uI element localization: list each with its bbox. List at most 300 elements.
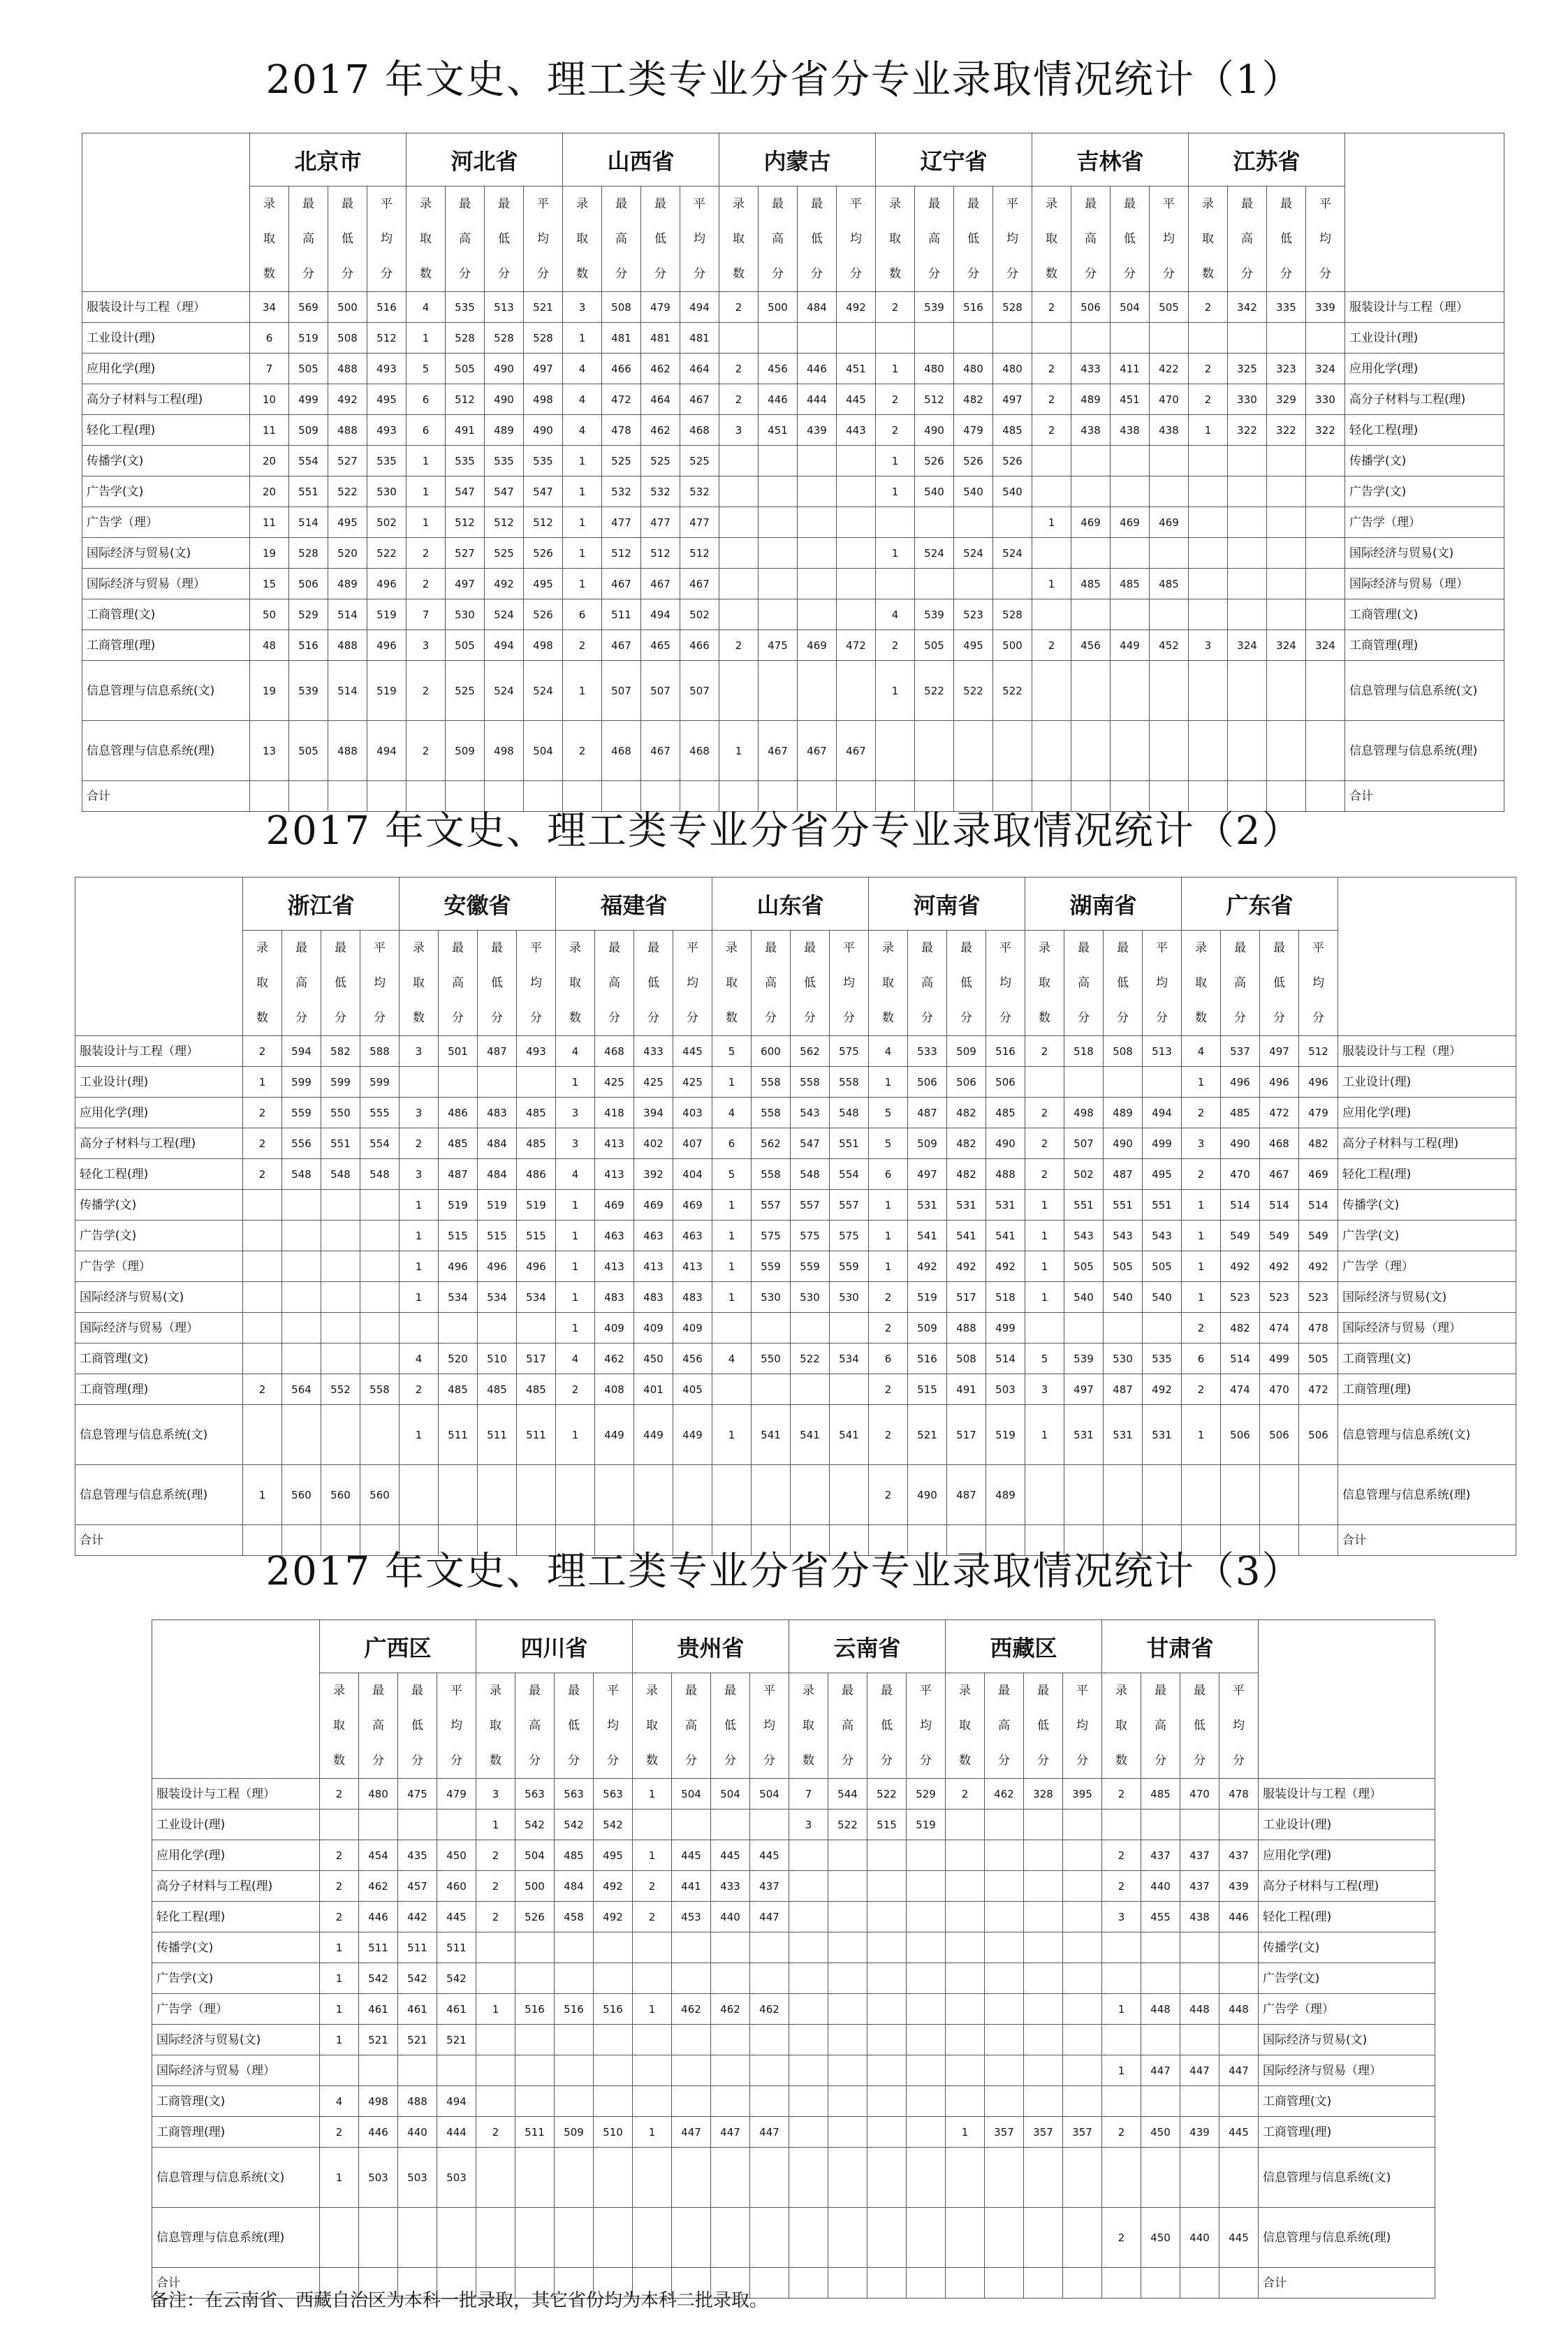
- sub-header: 最高分: [915, 187, 954, 292]
- score-cell: 484: [555, 1871, 594, 1902]
- major-name: 国际经济与贸易(文): [75, 1282, 243, 1313]
- score-cell: [321, 1405, 360, 1465]
- score-cell: 563: [555, 1779, 594, 1810]
- score-cell: [555, 2148, 594, 2208]
- score-cell: [437, 2208, 476, 2268]
- score-cell: 507: [680, 661, 719, 721]
- score-cell: [555, 1963, 594, 1994]
- score-cell: 6: [869, 1344, 908, 1374]
- score-cell: [515, 2086, 555, 2117]
- score-cell: [1102, 2025, 1141, 2055]
- score-cell: 462: [595, 1344, 634, 1374]
- score-cell: [321, 1251, 360, 1282]
- score-cell: [1228, 661, 1267, 721]
- score-cell: [321, 1282, 360, 1313]
- score-cell: [828, 1932, 867, 1963]
- score-cell: 547: [446, 476, 485, 507]
- admission-stats-table: [152, 1619, 1435, 2299]
- score-cell: [750, 1810, 789, 1840]
- sub-header: 平均分: [830, 931, 869, 1036]
- major-name: 工商管理(文): [152, 2086, 320, 2117]
- score-cell: [876, 507, 915, 538]
- score-cell: [1189, 569, 1228, 599]
- score-cell: 482: [947, 1098, 986, 1128]
- header-right-cell: [1345, 133, 1504, 292]
- score-cell: 521: [359, 2025, 398, 2055]
- score-cell: [1150, 538, 1189, 569]
- score-cell: 2: [320, 1840, 359, 1871]
- province-header: 内蒙古: [719, 133, 876, 187]
- score-cell: 558: [791, 1067, 830, 1098]
- province-header: 北京市: [250, 133, 406, 187]
- score-cell: 519: [908, 1282, 947, 1313]
- score-cell: [759, 538, 798, 569]
- score-cell: 497: [1260, 1036, 1299, 1067]
- score-cell: 477: [641, 507, 680, 538]
- score-cell: 458: [555, 1902, 594, 1932]
- major-name: 工业设计(理): [152, 1810, 320, 1840]
- score-cell: 521: [908, 1405, 947, 1465]
- major-name: 信息管理与信息系统(文): [152, 2148, 320, 2208]
- score-cell: [1306, 476, 1345, 507]
- sub-header: 平均分: [750, 1673, 789, 1779]
- score-cell: [867, 1840, 907, 1871]
- score-cell: [1104, 1067, 1143, 1098]
- score-cell: [672, 2148, 711, 2208]
- score-cell: [360, 1190, 400, 1221]
- score-cell: [1267, 599, 1306, 630]
- province-header: 河北省: [406, 133, 563, 187]
- score-cell: [282, 1313, 321, 1344]
- score-cell: 562: [791, 1036, 830, 1067]
- score-cell: 548: [321, 1159, 360, 1190]
- score-cell: 409: [634, 1313, 673, 1344]
- score-cell: [719, 569, 759, 599]
- score-cell: 445: [672, 1840, 711, 1871]
- score-cell: 1: [563, 446, 602, 476]
- score-cell: 531: [908, 1190, 947, 1221]
- score-cell: 494: [485, 630, 524, 661]
- score-cell: 462: [641, 415, 680, 446]
- score-cell: 1: [633, 1994, 672, 2025]
- score-cell: [830, 1465, 869, 1525]
- score-cell: 462: [750, 1994, 789, 2025]
- score-cell: 542: [359, 1963, 398, 1994]
- score-cell: 485: [517, 1374, 556, 1405]
- score-cell: 1: [400, 1282, 439, 1313]
- score-cell: 1: [406, 446, 446, 476]
- score-cell: 549: [1260, 1221, 1299, 1251]
- major-name-right: 服装设计与工程（理）: [1338, 1036, 1516, 1067]
- total-label: 合计: [82, 781, 250, 812]
- score-cell: 512: [680, 538, 719, 569]
- score-cell: [1228, 599, 1267, 630]
- score-cell: [712, 1465, 752, 1525]
- score-cell: 1: [476, 1810, 515, 1840]
- score-cell: 516: [986, 1036, 1025, 1067]
- score-cell: 509: [289, 415, 328, 446]
- score-cell: 540: [1104, 1282, 1143, 1313]
- score-cell: [1180, 2025, 1219, 2055]
- score-cell: [830, 1313, 869, 1344]
- major-name-right: 工业设计(理): [1259, 1810, 1435, 1840]
- score-cell: [907, 1963, 946, 1994]
- score-cell: [1071, 721, 1111, 781]
- score-cell: 506: [1221, 1405, 1260, 1465]
- score-cell: 569: [289, 292, 328, 323]
- score-cell: 2: [320, 1902, 359, 1932]
- score-cell: 516: [515, 1994, 555, 2025]
- score-cell: 486: [439, 1098, 478, 1128]
- sub-header: 最低分: [321, 931, 360, 1036]
- score-cell: 507: [602, 661, 641, 721]
- score-cell: 588: [360, 1036, 400, 1067]
- score-cell: 462: [711, 1994, 750, 2025]
- sub-header: 最低分: [485, 187, 524, 292]
- score-cell: 2: [243, 1374, 282, 1405]
- score-cell: [1306, 599, 1345, 630]
- sub-header: 最高分: [828, 1673, 867, 1779]
- major-name: 传播学(文): [75, 1190, 243, 1221]
- score-cell: [555, 1932, 594, 1963]
- score-cell: [1024, 1994, 1063, 2025]
- score-cell: 2: [476, 2117, 515, 2148]
- score-cell: 495: [1143, 1159, 1182, 1190]
- major-name: 国际经济与贸易（理）: [152, 2055, 320, 2086]
- score-cell: 542: [515, 1810, 555, 1840]
- score-cell: [798, 446, 837, 476]
- sub-header: 录取数: [556, 931, 595, 1036]
- score-cell: [360, 1313, 400, 1344]
- score-cell: [993, 507, 1032, 538]
- score-cell: 447: [711, 2117, 750, 2148]
- score-cell: [789, 2025, 828, 2055]
- score-cell: [946, 1810, 985, 1840]
- score-cell: [876, 323, 915, 354]
- score-cell: 519: [907, 1810, 946, 1840]
- score-cell: [789, 2208, 828, 2268]
- score-cell: [555, 2208, 594, 2268]
- score-cell: 447: [750, 2117, 789, 2148]
- score-cell: 472: [602, 384, 641, 415]
- score-cell: [1150, 661, 1189, 721]
- score-cell: 6: [250, 323, 289, 354]
- score-cell: 600: [752, 1036, 791, 1067]
- score-cell: [712, 1313, 752, 1344]
- score-cell: 2: [243, 1159, 282, 1190]
- score-cell: [867, 1932, 907, 1963]
- score-cell: 2: [719, 354, 759, 384]
- score-cell: 485: [1141, 1779, 1180, 1810]
- score-cell: 323: [1267, 354, 1306, 384]
- score-cell: [1102, 2148, 1141, 2208]
- score-cell: 2: [406, 569, 446, 599]
- score-cell: 456: [673, 1344, 712, 1374]
- score-cell: 484: [798, 292, 837, 323]
- score-cell: [515, 1963, 555, 1994]
- score-cell: [915, 721, 954, 781]
- score-cell: [1306, 507, 1345, 538]
- score-cell: [1111, 476, 1150, 507]
- score-cell: 543: [1064, 1221, 1104, 1251]
- score-cell: 519: [289, 323, 328, 354]
- score-cell: [719, 507, 759, 538]
- province-header: 四川省: [476, 1620, 633, 1673]
- score-cell: 508: [602, 292, 641, 323]
- score-cell: 462: [672, 1994, 711, 2025]
- score-cell: 551: [289, 476, 328, 507]
- score-cell: 488: [947, 1313, 986, 1344]
- major-name-right: 应用化学(理): [1338, 1098, 1516, 1128]
- major-name: 信息管理与信息系统(理): [82, 721, 250, 781]
- score-cell: 11: [250, 415, 289, 446]
- sub-header-row: [152, 1673, 1435, 1779]
- score-cell: [1024, 2148, 1063, 2208]
- score-cell: [555, 2025, 594, 2055]
- score-cell: 438: [1111, 415, 1150, 446]
- score-cell: 489: [485, 415, 524, 446]
- score-cell: 5: [1025, 1344, 1064, 1374]
- major-name: 轻化工程(理): [152, 1902, 320, 1932]
- score-cell: [1189, 721, 1228, 781]
- score-cell: 512: [485, 507, 524, 538]
- province-header: 广西区: [320, 1620, 476, 1673]
- score-cell: [594, 2148, 633, 2208]
- major-name: 服装设计与工程（理）: [82, 292, 250, 323]
- score-cell: 535: [446, 292, 485, 323]
- score-cell: 1: [1182, 1067, 1221, 1098]
- sub-header: 平均分: [907, 1673, 946, 1779]
- score-cell: 439: [1180, 2117, 1219, 2148]
- major-name-right: 轻化工程(理): [1259, 1902, 1435, 1932]
- score-cell: [750, 1932, 789, 1963]
- score-cell: 1: [563, 476, 602, 507]
- score-cell: 492: [837, 292, 876, 323]
- sub-header: 最高分: [359, 1673, 398, 1779]
- score-cell: [789, 1871, 828, 1902]
- score-cell: 450: [1141, 2117, 1180, 2148]
- score-cell: 523: [954, 599, 993, 630]
- score-cell: 505: [446, 630, 485, 661]
- score-cell: 526: [915, 446, 954, 476]
- score-cell: 512: [915, 384, 954, 415]
- score-cell: 522: [954, 661, 993, 721]
- score-cell: 534: [478, 1282, 517, 1313]
- score-cell: [907, 2025, 946, 2055]
- score-cell: 563: [594, 1779, 633, 1810]
- score-cell: 1: [400, 1251, 439, 1282]
- score-cell: [633, 1932, 672, 1963]
- major-name: 信息管理与信息系统(理): [75, 1465, 243, 1525]
- score-cell: 4: [869, 1036, 908, 1067]
- score-cell: 1: [1032, 507, 1071, 538]
- sub-header: 录取数: [243, 931, 282, 1036]
- score-cell: 488: [328, 630, 367, 661]
- score-cell: [1032, 323, 1071, 354]
- score-cell: [1102, 1810, 1141, 1840]
- score-cell: [750, 2148, 789, 2208]
- score-cell: [1150, 721, 1189, 781]
- score-cell: 1: [320, 1932, 359, 1963]
- score-cell: 490: [485, 354, 524, 384]
- score-cell: [789, 2086, 828, 2117]
- major-name-right: 传播学(文): [1345, 446, 1504, 476]
- major-name-right: 信息管理与信息系统(文): [1259, 2148, 1435, 2208]
- score-cell: [907, 2208, 946, 2268]
- score-cell: 20: [250, 446, 289, 476]
- score-cell: 498: [524, 630, 563, 661]
- score-cell: 505: [1064, 1251, 1104, 1282]
- score-cell: 1: [1102, 2055, 1141, 2086]
- score-cell: [798, 507, 837, 538]
- score-cell: [1228, 569, 1267, 599]
- score-cell: 494: [680, 292, 719, 323]
- score-cell: 481: [602, 323, 641, 354]
- score-cell: [360, 1405, 400, 1465]
- sub-header: 录取数: [476, 1673, 515, 1779]
- score-cell: [1071, 538, 1111, 569]
- score-cell: 446: [359, 1902, 398, 1932]
- score-cell: 437: [1180, 1871, 1219, 1902]
- score-cell: 489: [1104, 1098, 1143, 1128]
- score-cell: [1111, 721, 1150, 781]
- score-cell: 526: [524, 599, 563, 630]
- score-cell: [867, 1871, 907, 1902]
- score-cell: 461: [398, 1994, 437, 2025]
- score-cell: 495: [524, 569, 563, 599]
- score-cell: 472: [1299, 1374, 1338, 1405]
- score-cell: 2: [876, 630, 915, 661]
- score-cell: 529: [907, 1779, 946, 1810]
- score-cell: 467: [798, 721, 837, 781]
- total-label: 合计: [152, 2268, 320, 2299]
- score-cell: [282, 1221, 321, 1251]
- score-cell: [594, 2025, 633, 2055]
- score-cell: 499: [1260, 1344, 1299, 1374]
- score-cell: 2: [869, 1465, 908, 1525]
- table-row: [75, 1374, 1516, 1405]
- province-header: 云南省: [789, 1620, 946, 1673]
- score-cell: 531: [1104, 1405, 1143, 1465]
- score-cell: 2: [869, 1374, 908, 1405]
- score-cell: [478, 1313, 517, 1344]
- score-cell: [828, 2086, 867, 2117]
- sub-header: 最高分: [515, 1673, 555, 1779]
- score-cell: 448: [1141, 1994, 1180, 2025]
- major-name-right: 国际经济与贸易(文): [1338, 1282, 1516, 1313]
- score-cell: 485: [439, 1374, 478, 1405]
- score-cell: 2: [719, 630, 759, 661]
- score-cell: 526: [954, 446, 993, 476]
- score-cell: [946, 2055, 985, 2086]
- score-cell: [828, 2055, 867, 2086]
- score-cell: 492: [1143, 1374, 1182, 1405]
- score-cell: 512: [602, 538, 641, 569]
- score-cell: [789, 2117, 828, 2148]
- score-cell: 446: [1219, 1902, 1259, 1932]
- sub-header: 录取数: [400, 931, 439, 1036]
- score-cell: [1024, 1902, 1063, 1932]
- score-cell: [1219, 2025, 1259, 2055]
- score-cell: 490: [485, 384, 524, 415]
- score-cell: [515, 1932, 555, 1963]
- score-cell: [719, 599, 759, 630]
- score-cell: 2: [1189, 292, 1228, 323]
- score-cell: [915, 323, 954, 354]
- score-cell: [1143, 1313, 1182, 1344]
- score-cell: 330: [1306, 384, 1345, 415]
- province-header: 吉林省: [1032, 133, 1189, 187]
- score-cell: 512: [524, 507, 563, 538]
- score-cell: [837, 507, 876, 538]
- score-cell: [907, 1932, 946, 1963]
- score-cell: [1024, 2208, 1063, 2268]
- major-name: 信息管理与信息系统(理): [152, 2208, 320, 2268]
- score-cell: 507: [1064, 1128, 1104, 1159]
- sub-header: 最低分: [328, 187, 367, 292]
- score-cell: 463: [673, 1221, 712, 1251]
- score-cell: [837, 538, 876, 569]
- score-cell: 455: [1141, 1902, 1180, 1932]
- score-cell: 1: [876, 661, 915, 721]
- score-cell: [1150, 476, 1189, 507]
- score-cell: [400, 1313, 439, 1344]
- score-cell: 528: [485, 323, 524, 354]
- score-cell: 539: [915, 599, 954, 630]
- header-right-cell: [1338, 878, 1516, 1036]
- score-cell: [517, 1067, 556, 1098]
- score-cell: 469: [1111, 507, 1150, 538]
- score-cell: 510: [594, 2117, 633, 2148]
- score-cell: 495: [367, 384, 406, 415]
- score-cell: 485: [517, 1128, 556, 1159]
- score-cell: [594, 1963, 633, 1994]
- score-cell: 464: [680, 354, 719, 384]
- score-cell: [1102, 1932, 1141, 1963]
- score-cell: 437: [1219, 1840, 1259, 1871]
- major-name-right: 广告学（理）: [1345, 507, 1504, 538]
- score-cell: [789, 1963, 828, 1994]
- score-cell: 6: [563, 599, 602, 630]
- major-name: 国际经济与贸易(文): [152, 2025, 320, 2055]
- score-cell: 357: [1024, 2117, 1063, 2148]
- score-cell: 543: [1104, 1221, 1143, 1251]
- score-cell: 525: [602, 446, 641, 476]
- score-cell: 4: [563, 415, 602, 446]
- major-name-right: 国际经济与贸易(文): [1345, 538, 1504, 569]
- score-cell: 511: [437, 1932, 476, 1963]
- score-cell: 511: [398, 1932, 437, 1963]
- score-cell: 3: [400, 1159, 439, 1190]
- score-cell: 444: [437, 2117, 476, 2148]
- score-cell: 504: [515, 1840, 555, 1871]
- sub-header: 最高分: [759, 187, 798, 292]
- score-cell: 532: [680, 476, 719, 507]
- score-cell: [555, 2055, 594, 2086]
- major-name-right: 广告学(文): [1259, 1963, 1435, 1994]
- score-cell: [594, 2086, 633, 2117]
- score-cell: [1063, 1840, 1102, 1871]
- score-cell: [1032, 538, 1071, 569]
- score-cell: 438: [1071, 415, 1111, 446]
- score-cell: 552: [321, 1374, 360, 1405]
- score-cell: 3: [789, 1810, 828, 1840]
- score-cell: 551: [321, 1128, 360, 1159]
- score-cell: 1: [320, 2148, 359, 2208]
- score-cell: 1: [563, 538, 602, 569]
- score-cell: 558: [360, 1374, 400, 1405]
- score-cell: [1221, 1465, 1260, 1525]
